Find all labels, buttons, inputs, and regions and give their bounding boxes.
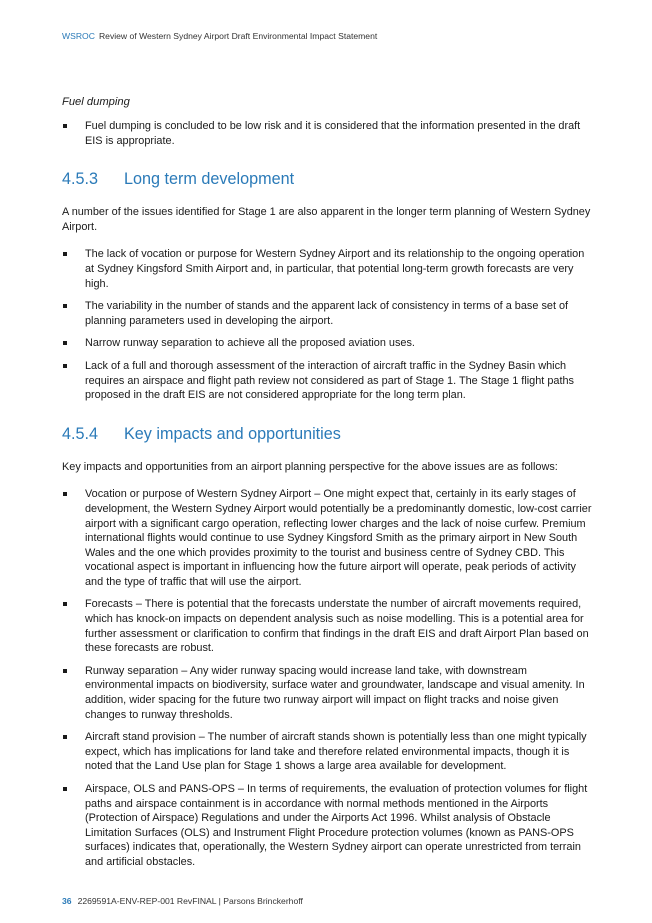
- bullet-icon: [63, 304, 67, 308]
- section-title: Key impacts and opportunities: [124, 424, 341, 443]
- section-453-list: [62, 247, 592, 402]
- list-item-text: Narrow runway separation to achieve all the proposed aviation uses.: [85, 337, 415, 350]
- header-title: Review of Western Sydney Airport Draft Environmental Impact Statement: [98, 31, 378, 41]
- section-heading-454: [62, 425, 592, 444]
- bullet-icon: [63, 364, 67, 368]
- list-item-text: Runway separation – Any wider runway spacing would increase land take, with downstream environmental impacts on biodiversity, surface water and groundwater, landscape and visual amenity. In addition, wider spacing for the future two runway airport will impact on flight tracks and noise given changes to runway thresholds.: [85, 664, 585, 721]
- bullet-icon: [63, 669, 67, 673]
- list-item-text: Forecasts – There is potential that the forecasts understate the number of aircraft movements required, which has knock-on impacts on dependent analysis such as noise modelling. This is a potential area for further assessment or clarification to confirm that findings in the draft EIS and draft Airport Plan based on these forecasts are robust.: [85, 598, 589, 655]
- section-number: 4.5.3: [62, 170, 99, 189]
- list-item: [62, 247, 592, 291]
- list-item: [62, 359, 592, 403]
- list-item-text: Aircraft stand provision – The number of aircraft stands shown is potentially less than one might typically expect, which has implications for land take and therefore related environmental impacts, though it is noted that the Land Use plan for Stage 1 shows a large area available for development.: [85, 731, 587, 773]
- list-item: [62, 730, 592, 774]
- list-item-text: The variability in the number of stands and the apparent lack of consistency in terms of a base set of planning parameters used in developing the airport.: [85, 300, 569, 327]
- fuel-dumping-list: [62, 119, 592, 148]
- page-number: 36: [62, 896, 72, 906]
- section-number: 4.5.4: [62, 424, 99, 443]
- list-item-text: The lack of vocation or purpose for Western Sydney Airport and its relationship to the ongoing operation at Sydney Kingsford Smith Airport and, in particular, that potential long-term growth forecasts are very high.: [85, 248, 585, 290]
- bullet-icon: [63, 124, 67, 128]
- bullet-icon: [63, 252, 67, 256]
- page-footer: [62, 896, 303, 906]
- bullet-icon: [63, 341, 67, 345]
- footer-reference: 2269591A-ENV-REP-001 RevFINAL | Parsons Brinckerhoff: [77, 896, 303, 906]
- list-item: [62, 336, 592, 351]
- list-item-text: Airspace, OLS and PANS-OPS – In terms of requirements, the evaluation of protection volumes for flight paths and airspace containment is in accordance with normal methods mentioned in the Airports (Protection of Airspace) Regulations and under the Airports Act 1996. Whilst analysis of Obstacle Limitation Surfaces (OLS) and Instrument Flight Procedure protection volumes (known as PANS-OPS surfaces) indicates that, operationally, the Western Sydney airport can operate unrestricted from terrain and artificial obstacles.: [85, 783, 588, 868]
- bullet-icon: [63, 735, 67, 739]
- section-454-intro: Key impacts and opportunities from an airport planning perspective for the above issues are as follows:: [62, 460, 558, 473]
- document-body: [62, 96, 592, 878]
- list-item: [62, 664, 592, 722]
- section-453-intro: A number of the issues identified for Stage 1 are also apparent in the longer term planning of Western Sydney Airport.: [62, 206, 591, 233]
- list-item: [62, 487, 592, 589]
- list-item-text: Vocation or purpose of Western Sydney Airport – One might expect that, certainly in its early stages of development, the Western Sydney Airport would potentially be a predominantly domestic, low-cost carrier airport with a significant cargo operation, reflecting lower charges and the lack of noise curfew. Premium international flights would continue to use Sydney Kingsford Smith as the primary airport in New South Wales and the one which provides proximity to the tourist and business centre of Sydney CBD. This vocational aspect is important in influencing how the future airport will operate, peak periods of activity and the type of traffic that will use the airport.: [85, 488, 592, 588]
- bullet-icon: [63, 787, 67, 791]
- header-brand: WSROC: [62, 31, 95, 41]
- list-item-text: Lack of a full and thorough assessment of the interaction of aircraft traffic in the Sydney Basin which requires an airspace and flight path review not considered as part of Stage 1. The Stage 1 flight paths proposed in the draft EIS are not considered appropriate for the long term plan.: [85, 359, 574, 402]
- section-title: Long term development: [124, 170, 295, 189]
- list-item-text: Fuel dumping is concluded to be low risk and it is considered that the information presented in the draft EIS is appropriate.: [85, 120, 581, 147]
- list-item: [62, 782, 592, 870]
- bullet-icon: [63, 602, 67, 606]
- list-item: [62, 119, 592, 148]
- section-heading-453: [62, 170, 592, 189]
- list-item: [62, 597, 592, 655]
- list-item: [62, 299, 592, 328]
- section-454-list: [62, 487, 592, 869]
- page-header: [62, 31, 377, 41]
- bullet-icon: [63, 492, 67, 496]
- fuel-dumping-heading: Fuel dumping: [62, 96, 130, 108]
